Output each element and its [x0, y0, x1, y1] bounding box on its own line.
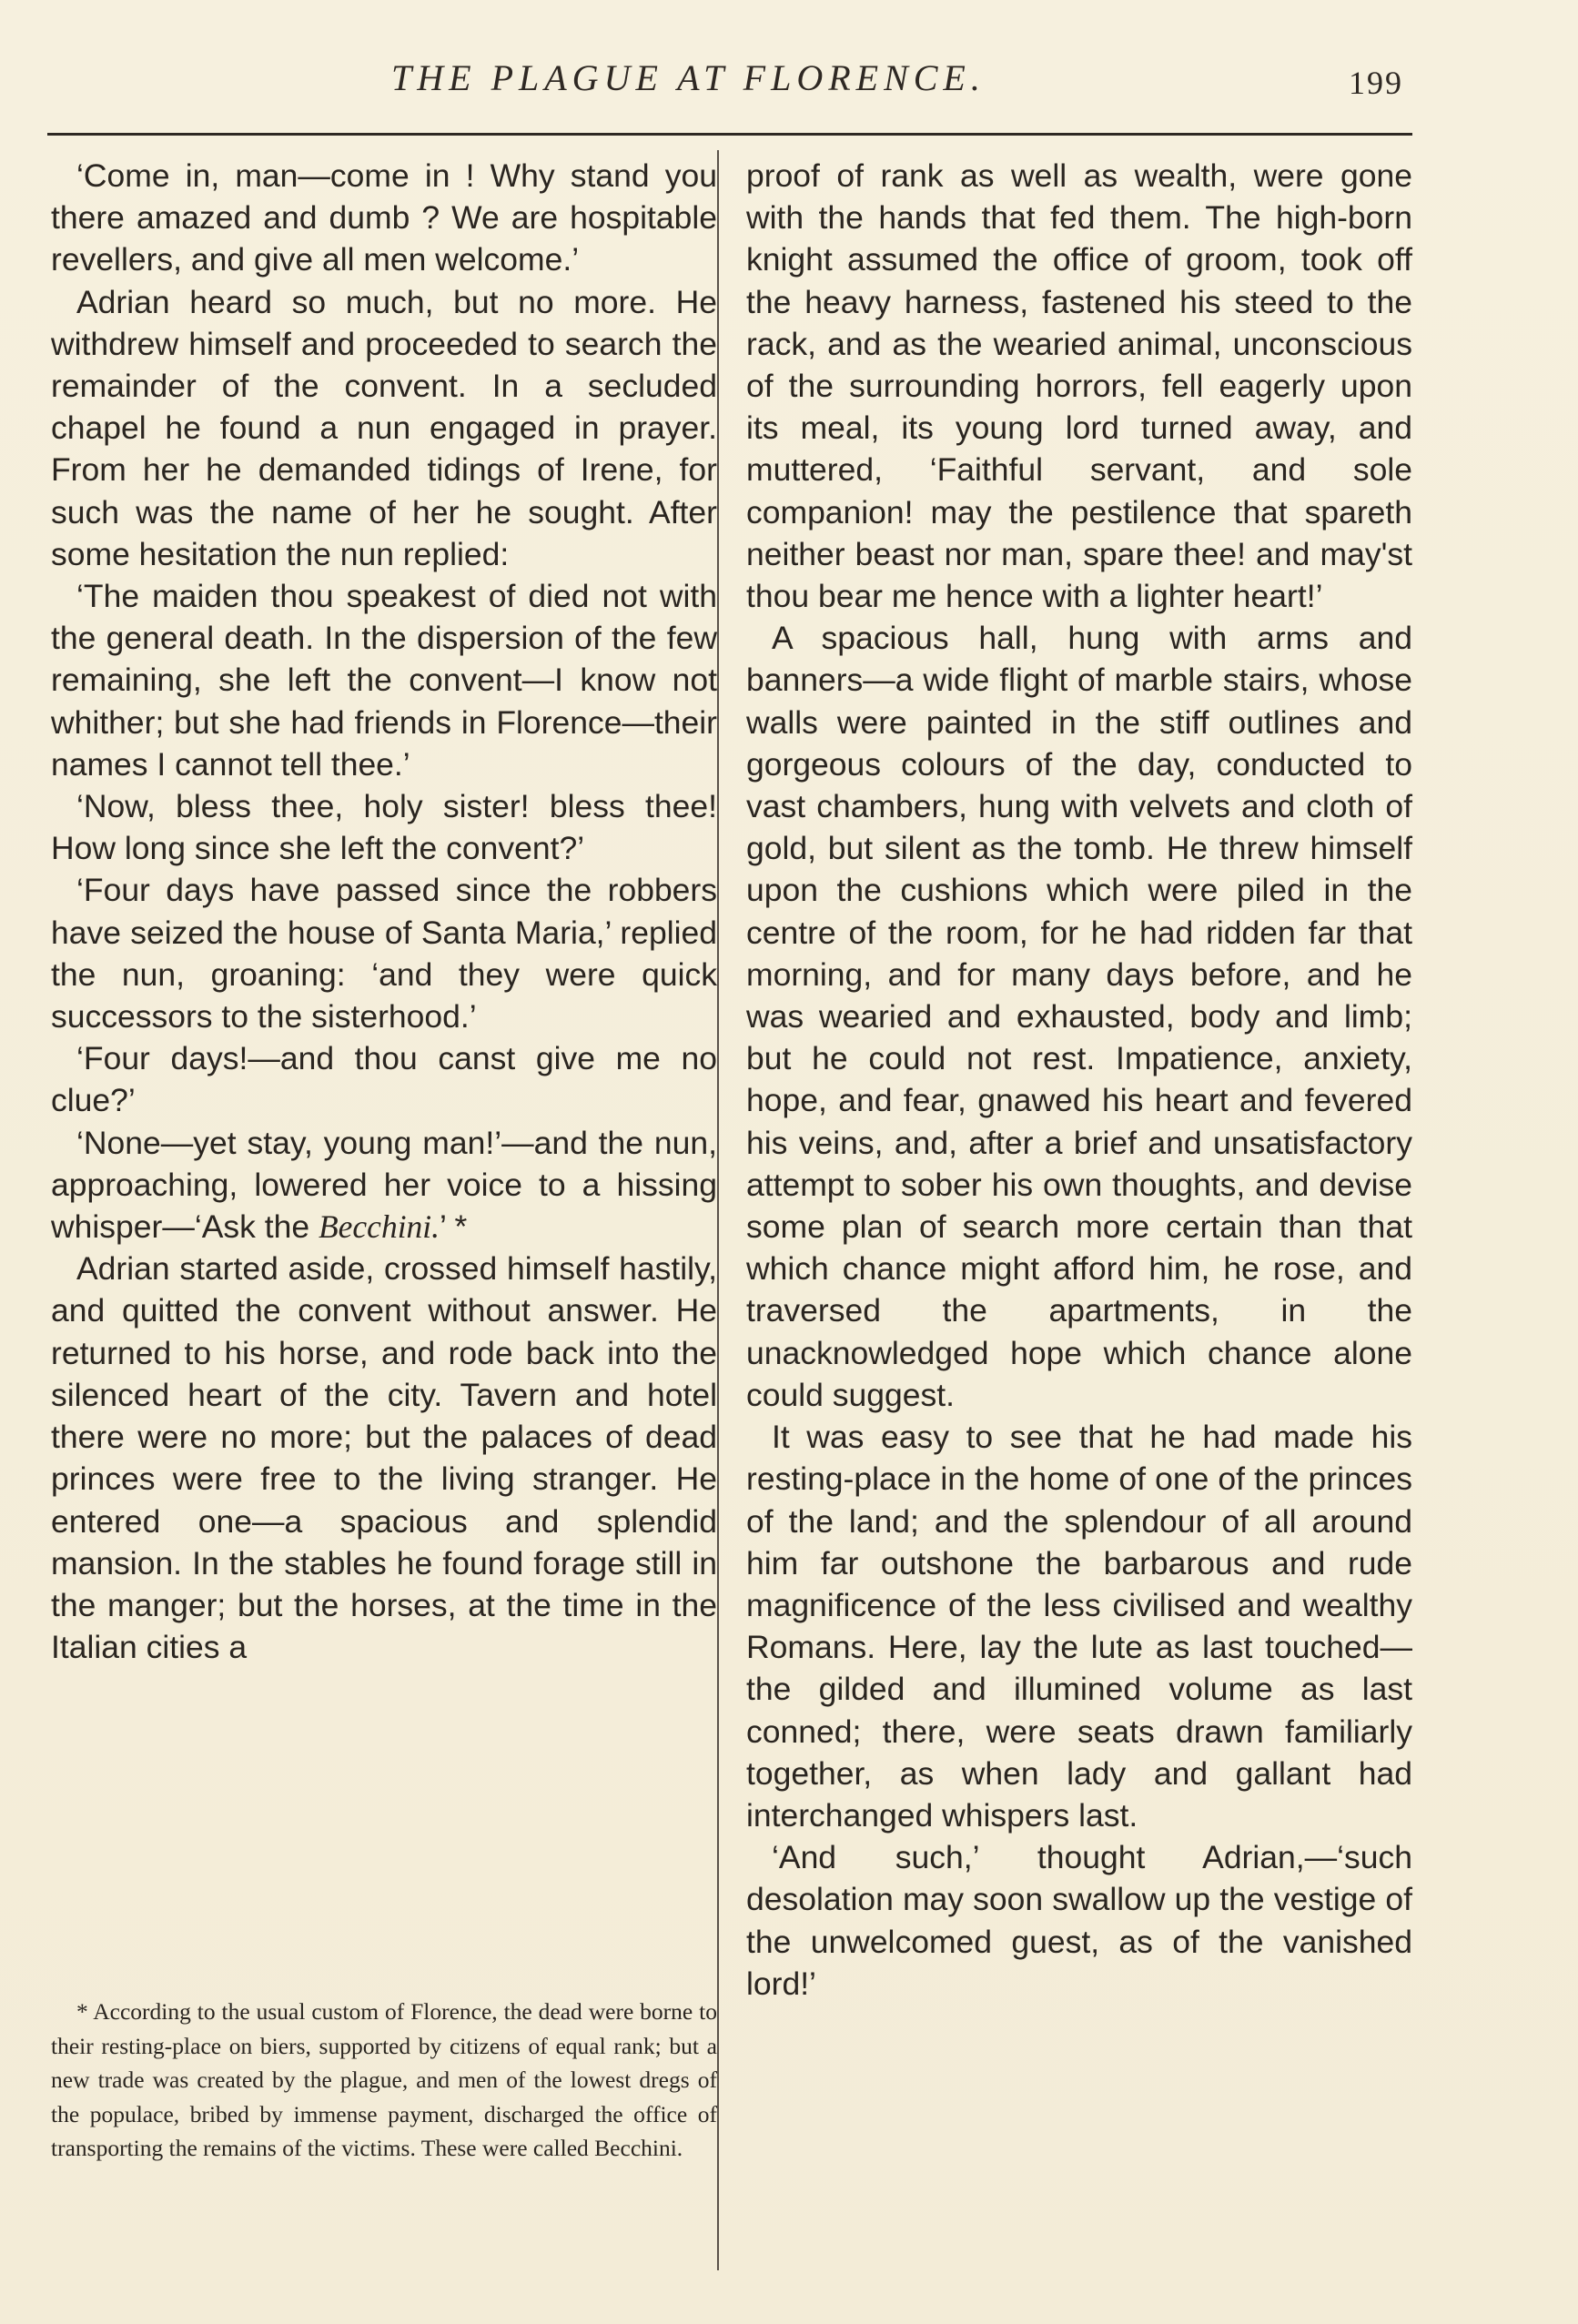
paragraph: ‘Now, bless thee, holy sister! bless thee! How long since she left the convent?’ — [51, 788, 717, 867]
left-column — [51, 155, 717, 1668]
whisper-paragraph — [51, 1122, 717, 1248]
becchini-italic: Becchini. — [318, 1208, 440, 1246]
paragraph: ‘The maiden thou speakest of died not with the general death. In the dispersion of the few remaining, she left the convent—I know not whither; but she had friends in Florence—their names I cannot tell thee.’ — [51, 578, 717, 783]
footnote-text: * According to the usual custom of Florence, the dead were borne to their resting-place on biers, supported by citizens of equal rank; but a new trade was created by the plague, and men of the lowest dregs of the populace, bribed by immense payment, discharged the office of transporting the remains of the victims. These were called Becchini. — [51, 1998, 717, 2161]
page-number: 199 — [1349, 65, 1403, 101]
paragraph: proof of rank as well as wealth, were gone with the hands that fed them. The high-born knight assumed the office of groom, took off the heavy harness, fastened his steed to the rack, and as the wearied animal, unconscious of the surrounding horrors, fell eagerly upon its meal, its young lord turned away, and muttered, ‘Faithful servant, and sole companion! may the pestilence that spareth neither beast nor man, spare thee! and may'st thou bear me hence with a lighter heart!’ — [746, 157, 1412, 615]
footnote-marker: ’ * — [440, 1208, 468, 1246]
header-rule — [47, 133, 1412, 136]
paragraph: It was easy to see that he had made his resting-place in the home of one of the princes of the land; and the splendour of all around him far outshone the barbarous and rude magnificence of the less civilised and wealthy Romans. Here, lay the lute as last touched—the gilded and illumined volume as last conned; there, were seats drawn familiarly together, as when lady and gallant had interchanged whispers last. — [746, 1419, 1412, 1834]
paragraph: ‘Four days!—and thou canst give me no clue?’ — [51, 1040, 717, 1119]
paragraph: Adrian heard so much, but no more. He withdrew himself and proceeded to search the remainder of the convent. In a secluded chapel he found a nun engaged in prayer. From her he demanded tidings of Irene, for such was the name of her he sought. After some hesitation the nun replied: — [51, 283, 717, 572]
right-column — [746, 155, 1412, 2005]
running-title: THE PLAGUE AT FLORENCE. — [391, 57, 986, 98]
paragraph: ‘Come in, man—come in ! Why stand you there amazed and dumb ? We are hospitable revellers, and give all men welcome.’ — [51, 157, 717, 278]
column-divider — [717, 150, 719, 2270]
whisper-text: ‘None—yet stay, young man!’—and the nun, approaching, lowered her voice to a hissing whisper—‘Ask the — [51, 1124, 717, 1246]
paragraph: A spacious hall, hung with arms and banners—a wide flight of marble stairs, whose walls were painted in the stiff outlines and gorgeous colours of the day, conducted to vast chambers, hung with velvets and cloth of gold, but silent as the tomb. He threw himself upon the cushions which were piled in the centre of the room, for he had ridden far that morning, and for many days before, and he was wearied and exhausted, body and limb; but he could not rest. Impatience, anxiety, hope, and fear, gnawed his heart and fevered his veins, and, after a brief and unsatisfactory attempt to sober his own thoughts, and devise some plan of search more certain than that which chance might afford him, he rose, and traversed the apartments, in the unacknowledged hope which chance alone could suggest. — [746, 620, 1412, 1413]
paragraph: Adrian started aside, crossed himself hastily, and quitted the convent without answer. He returned to his horse, and rode back into the silenced heart of the city. Tavern and hotel there were no more; but the palaces of dead princes were free to the living stranger. He entered one—a spacious and splendid mansion. In the stables he found forage still in the manger; but the horses, at the time in the Italian cities a — [51, 1250, 717, 1666]
paragraph: ‘Four days have passed since the robbers have seized the house of Santa Maria,’ replied the nun, groaning: ‘and they were quick successors to the sisterhood.’ — [51, 872, 717, 1036]
footnote — [51, 1995, 717, 2166]
paragraph: ‘And such,’ thought Adrian,—‘such desolation may soon swallow up the vestige of the unwelcomed guest, as of the vanished lord!’ — [746, 1839, 1412, 2002]
